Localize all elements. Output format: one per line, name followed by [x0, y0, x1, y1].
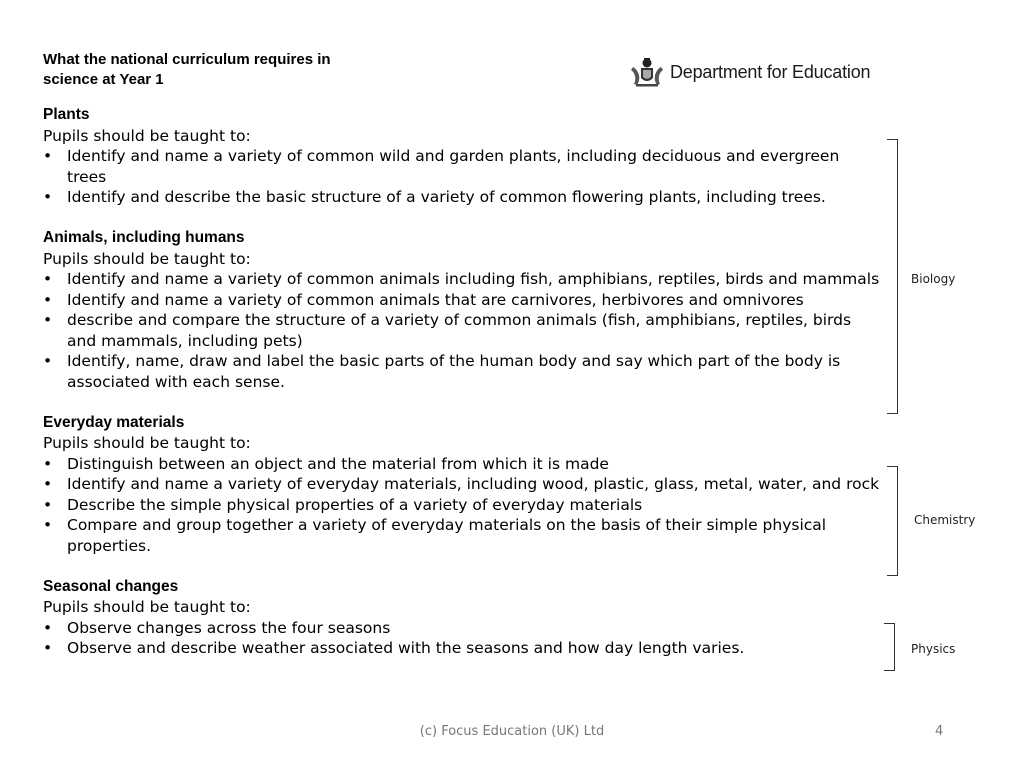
- list-item: • Observe changes across the four seasons: [43, 618, 883, 639]
- list-item: • Distinguish between an object and the material from which it is made: [43, 454, 883, 475]
- list-item: • describe and compare the structure of a variety of common animals (fish, amphibians, reptiles, birds and mammals, including pets): [43, 310, 883, 351]
- section-intro: Pupils should be taught to:: [43, 126, 251, 145]
- section-animals: [43, 228, 883, 392]
- list-item: • Describe the simple physical properties of a variety of everyday materials: [43, 495, 883, 516]
- physics-label: Physics: [911, 642, 956, 656]
- bullet-list: [43, 269, 883, 392]
- list-item: • Identify and name a variety of common animals including fish, amphibians, reptiles, birds and mammals: [43, 269, 883, 290]
- biology-bracket: [887, 139, 898, 414]
- footer-copyright: (c) Focus Education (UK) Ltd: [419, 724, 605, 739]
- section-title: Animals, including humans: [43, 229, 245, 246]
- section-seasonal: [43, 577, 883, 659]
- page-title: What the national curriculum requires in science at Year 1: [43, 51, 331, 88]
- list-item: • Compare and group together a variety of everyday materials on the basis of their simple physical properties.: [43, 515, 883, 556]
- section-materials: [43, 413, 883, 557]
- section-intro: Pupils should be taught to:: [43, 598, 251, 616]
- list-item: • Observe and describe weather associated with the seasons and how day length varies.: [43, 638, 883, 659]
- section-intro: Pupils should be taught to:: [43, 249, 251, 268]
- section-plants: [43, 105, 883, 208]
- physics-bracket: [884, 623, 895, 671]
- list-item: • Identify, name, draw and label the basic parts of the human body and say which part of the body is associated with each sense.: [43, 351, 883, 392]
- section-title: Everyday materials: [43, 413, 185, 431]
- curriculum-content: [43, 105, 883, 679]
- section-title: Seasonal changes: [43, 577, 179, 595]
- royal-crest-icon: [630, 56, 664, 88]
- section-title: Plants: [43, 106, 90, 123]
- bullet-list: [43, 454, 883, 557]
- list-item: • Identify and describe the basic structure of a variety of common flowering plants, including trees.: [43, 187, 883, 208]
- section-intro: Pupils should be taught to:: [43, 434, 251, 452]
- list-item: • Identify and name a variety of common animals that are carnivores, herbivores and omnivores: [43, 290, 883, 311]
- page-number: 4: [935, 724, 944, 739]
- logo-text: Department for Education: [670, 61, 871, 82]
- biology-label: Biology: [911, 272, 956, 286]
- bullet-list: [43, 146, 883, 208]
- chemistry-label: Chemistry: [914, 513, 976, 527]
- bullet-list: [43, 618, 883, 659]
- list-item: • Identify and name a variety of everyday materials, including wood, plastic, glass, metal, water, and rock: [43, 474, 883, 495]
- dfe-logo: [630, 56, 870, 88]
- list-item: • Identify and name a variety of common wild and garden plants, including deciduous and evergreen trees: [43, 146, 883, 187]
- chemistry-bracket: [887, 466, 898, 576]
